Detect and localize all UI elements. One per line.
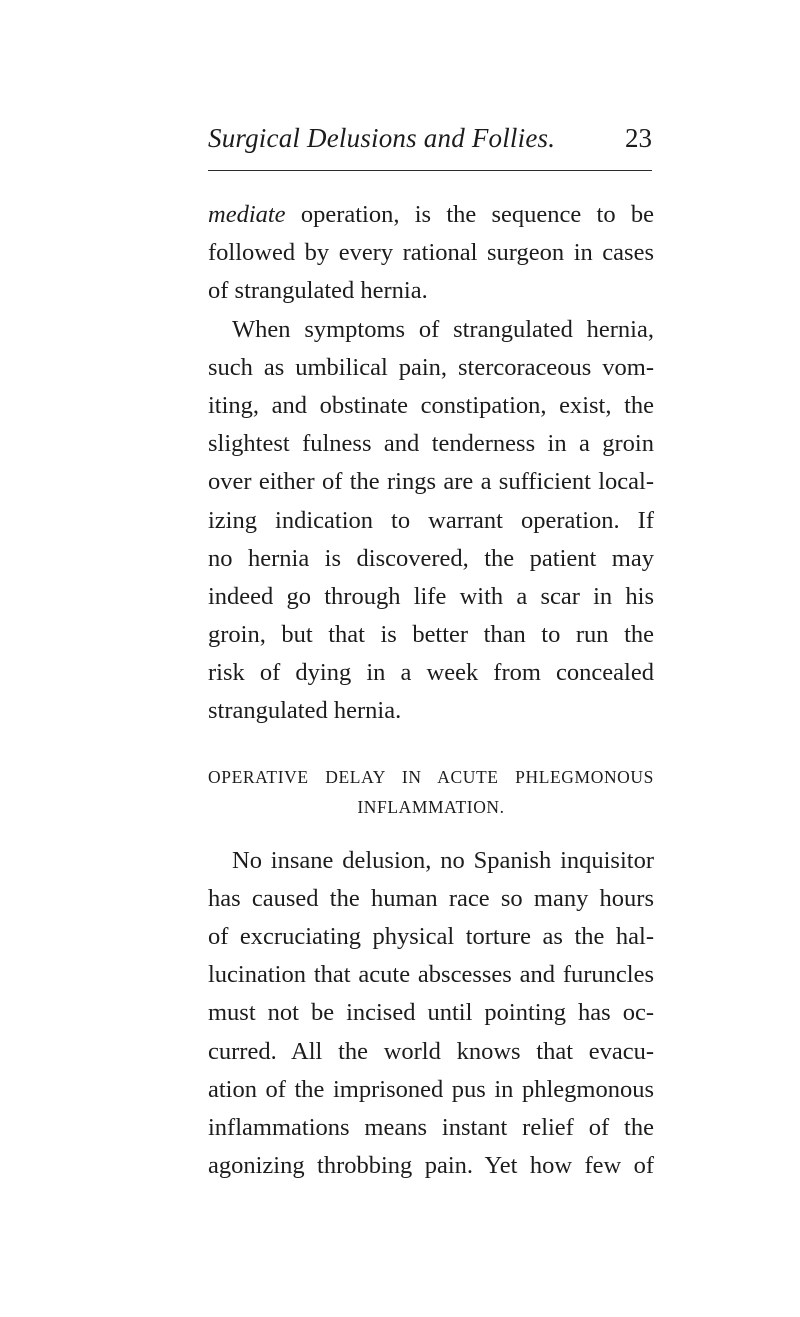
text-line: has caused the human race so many hours [208, 884, 654, 912]
text-line: over either of the rings are a sufficient local- [208, 468, 654, 496]
text-line: indeed go through life with a scar in his [208, 582, 654, 610]
text-line: slightest fulness and tenderness in a groin [208, 430, 654, 458]
text-line: must not be incised until pointing has oc- [208, 999, 654, 1027]
text-line: strangulated hernia. [208, 697, 402, 725]
section-heading-continued: INFLAMMATION. [357, 796, 505, 817]
page-number: 23 [625, 123, 652, 153]
text-line: curred. All the world knows that evacu- [208, 1037, 654, 1065]
text-line: agonizing throbbing pain. Yet how few of [208, 1152, 654, 1180]
spacer [208, 822, 654, 842]
running-head [208, 118, 652, 158]
text-line: izing indication to warrant operation. If [208, 506, 654, 534]
text-line: No insane delusion, no Spanish inquisitor [232, 846, 654, 874]
italic-word: mediate [208, 201, 286, 228]
header-rule [208, 170, 652, 171]
text-line: followed by every rational surgeon in cases [208, 239, 654, 267]
text-line: ation of the imprisoned pus in phlegmonous [208, 1075, 654, 1103]
text-line: lucination that acute abscesses and furuncles [208, 961, 654, 989]
text-line [208, 196, 654, 234]
spacer [208, 731, 654, 762]
text-line: of strangulated hernia. [208, 277, 428, 305]
text-line-rest: operation, is the sequence to be [285, 201, 654, 228]
section-heading: OPERATIVE DELAY IN ACUTE PHLEGMONOUS [208, 766, 654, 787]
text-line: such as umbilical pain, stercoraceous vom- [208, 353, 654, 381]
text-line: inflammations means instant relief of the [208, 1113, 654, 1141]
text-line: iting, and obstinate constipation, exist, the [208, 391, 654, 419]
text-line: When symptoms of strangulated hernia, [232, 315, 654, 343]
text-line: groin, but that is better than to run the [208, 621, 654, 649]
text-line: no hernia is discovered, the patient may [208, 544, 654, 572]
body-text [208, 196, 654, 1185]
running-title: Surgical Delusions and Follies. [208, 123, 556, 153]
text-line: risk of dying in a week from concealed [208, 659, 654, 687]
text-line: of excruciating physical torture as the hal- [208, 923, 654, 950]
